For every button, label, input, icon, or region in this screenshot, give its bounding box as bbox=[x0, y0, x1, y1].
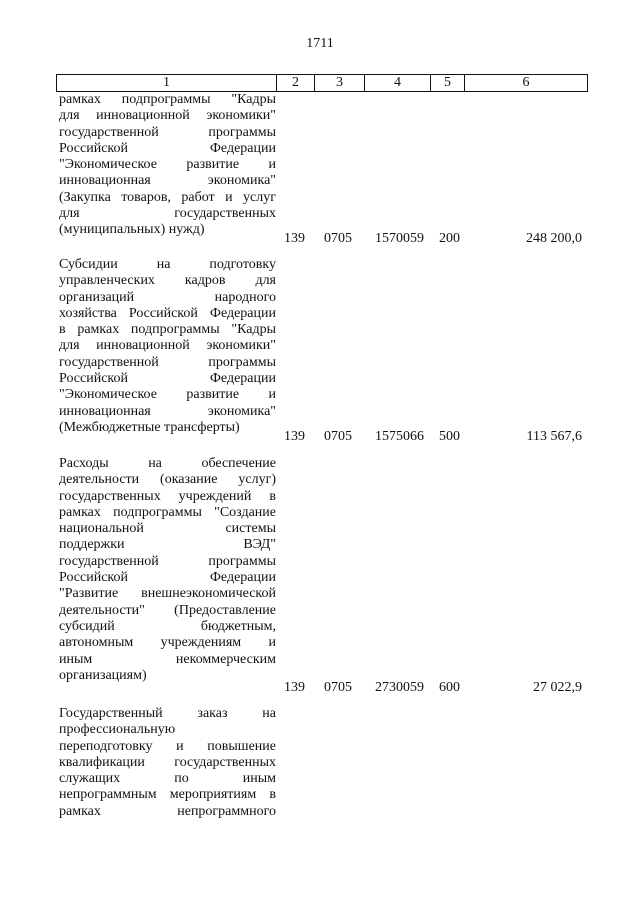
description-line: управленческих кадров для bbox=[59, 273, 276, 289]
description-line: "Экономическое развитие и bbox=[59, 157, 276, 173]
description-line: государственной программы bbox=[59, 354, 276, 370]
description-line: поддержки ВЭД" bbox=[59, 537, 276, 553]
description-line: в рамках подпрограммы "Кадры bbox=[59, 322, 276, 338]
description-line: государственной программы bbox=[59, 124, 276, 140]
row-description bbox=[59, 456, 276, 684]
expense-kind-code: 200 bbox=[439, 230, 460, 246]
description-line: непрограммным мероприятиям в bbox=[59, 787, 276, 803]
description-line: "Экономическое развитие и bbox=[59, 387, 276, 403]
table-row bbox=[59, 92, 590, 247]
target-article-code: 1570059 bbox=[375, 230, 424, 246]
column-header-1: 1 bbox=[57, 75, 277, 92]
amount-value: 27 022,9 bbox=[533, 679, 582, 695]
description-line: государственной программы bbox=[59, 553, 276, 569]
target-article-code: 2730059 bbox=[375, 679, 424, 695]
row-values bbox=[59, 231, 590, 247]
ministry-code: 139 bbox=[284, 230, 305, 246]
table-row bbox=[59, 706, 590, 826]
description-line: Российской Федерации bbox=[59, 371, 276, 387]
target-article-code: 1575066 bbox=[375, 428, 424, 444]
column-header-3: 3 bbox=[315, 75, 365, 92]
description-line: национальной системы bbox=[59, 521, 276, 537]
table-row bbox=[59, 456, 590, 696]
description-line: квалификации государственных bbox=[59, 754, 276, 770]
amount-value: 113 567,6 bbox=[526, 428, 582, 444]
page-number: 1711 bbox=[306, 36, 334, 51]
column-header-row bbox=[57, 75, 588, 92]
description-line: автономным учреждениям и bbox=[59, 635, 276, 651]
column-header-5: 5 bbox=[431, 75, 465, 92]
description-line: деятельности (оказание услуг) bbox=[59, 472, 276, 488]
column-header-6: 6 bbox=[465, 75, 588, 92]
column-header-table bbox=[56, 74, 588, 92]
description-line: организациям) bbox=[59, 667, 147, 683]
row-values bbox=[59, 429, 590, 445]
description-line: служащих по иным bbox=[59, 771, 276, 787]
description-line: организаций народного bbox=[59, 289, 276, 305]
description-line: переподготовку и повышение bbox=[59, 738, 276, 754]
description-line: рамках непрограммного bbox=[59, 803, 276, 819]
description-line: инновационная экономика" bbox=[59, 403, 276, 419]
description-line: для инновационной экономики" bbox=[59, 338, 276, 354]
description-line: "Развитие внешнеэкономической bbox=[59, 586, 276, 602]
description-line: для государственных bbox=[59, 206, 276, 222]
description-line: хозяйства Российской Федерации bbox=[59, 305, 276, 321]
row-values bbox=[59, 680, 590, 696]
row-description bbox=[59, 92, 276, 239]
description-line: деятельности" (Предоставление bbox=[59, 602, 276, 618]
description-line: Российской Федерации bbox=[59, 570, 276, 586]
description-line: профессиональную bbox=[59, 722, 176, 738]
description-line: иным некоммерческим bbox=[59, 651, 276, 667]
description-line: рамках подпрограммы "Создание bbox=[59, 504, 276, 520]
row-description bbox=[59, 257, 276, 436]
description-line: Расходы на обеспечение bbox=[59, 456, 276, 471]
expense-kind-code: 500 bbox=[439, 428, 460, 444]
row-description bbox=[59, 706, 276, 820]
description-line: Государственный заказ на bbox=[59, 706, 276, 721]
amount-value: 248 200,0 bbox=[526, 230, 582, 246]
description-line: для инновационной экономики" bbox=[59, 108, 276, 124]
description-line: Российской Федерации bbox=[59, 140, 276, 156]
section-code: 0705 bbox=[324, 428, 352, 444]
table-row bbox=[59, 257, 590, 445]
description-line: (Межбюджетные трансферты) bbox=[59, 419, 240, 435]
ministry-code: 139 bbox=[284, 428, 305, 444]
description-line: (Закупка товаров, работ и услуг bbox=[59, 189, 276, 205]
description-line: государственных учреждений в bbox=[59, 488, 276, 504]
column-header-4: 4 bbox=[365, 75, 431, 92]
expense-kind-code: 600 bbox=[439, 679, 460, 695]
description-line: рамках подпрограммы "Кадры bbox=[59, 92, 276, 107]
section-code: 0705 bbox=[324, 679, 352, 695]
description-line: инновационная экономика" bbox=[59, 173, 276, 189]
section-code: 0705 bbox=[324, 230, 352, 246]
description-line: (муниципальных) нужд) bbox=[59, 222, 205, 238]
ministry-code: 139 bbox=[284, 679, 305, 695]
description-line: субсидий бюджетным, bbox=[59, 618, 276, 634]
column-header-2: 2 bbox=[277, 75, 315, 92]
description-line: Субсидии на подготовку bbox=[59, 257, 276, 272]
